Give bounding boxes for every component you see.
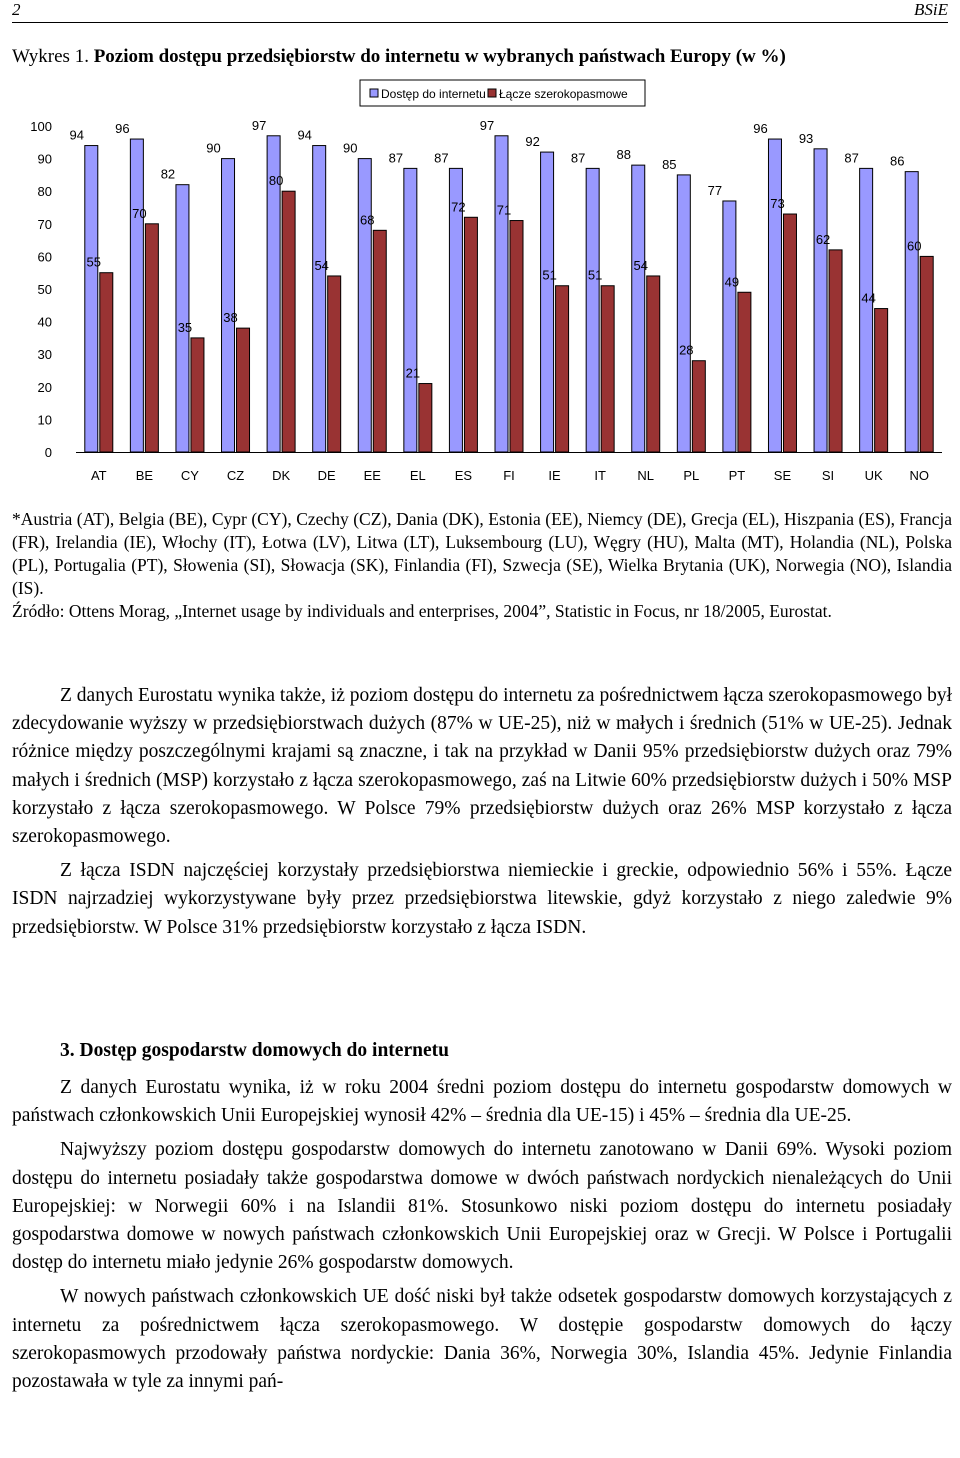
abbreviations-note: *Austria (AT), Belgia (BE), Cypr (CY), Czechy (CZ), Dania (DK), Estonia (EE), Niemcy (DE), Grecja (EL), Hiszpania (ES), Francja (FR), Irelandia (IE), Włochy (IT), Łotwa (LV), Litwa (LT), Luksembourg (LU), Węgry (HU), Malta (MT), Holandia (NL), Polska (PL), Portugalia (PT), Słowenia (SI), Słowacja (SK), Finlandia (FI), Szwecja (SE), Wielka Brytania (UK), Norwegia (NO), Islandia (IS). <box>12 509 952 598</box>
x-tick-label: NO <box>909 468 929 483</box>
bar-internet-access <box>85 146 98 452</box>
x-tick-label: PT <box>728 468 746 483</box>
source-note: Źródło: Ottens Morag, „Internet usage by individuals and enterprises, 2004”, Statistic in Focus, nr 18/2005, Eurostat. <box>12 601 832 621</box>
bar-broadband <box>373 230 386 452</box>
data-label: 51 <box>542 267 557 283</box>
bar-internet-access <box>222 159 238 452</box>
x-tick-label: IT <box>594 468 606 483</box>
bar-internet-access <box>905 172 918 452</box>
figure-caption <box>12 46 786 68</box>
x-tick-label: CZ <box>226 468 245 483</box>
data-label: 85 <box>662 156 677 172</box>
data-label: 87 <box>388 150 404 166</box>
paragraph-household-average: Z danych Eurostatu wynika, iż w roku 2004 średni poziom dostępu do internetu gospodarstw domowych w państwach członkowskich Unii Europejskiej wynosił 42% – średnia dla UE-15) i 45% – średnia dla UE-25. <box>12 1077 952 1127</box>
y-tick-label: 60 <box>37 249 52 265</box>
x-tick-label: AT <box>90 468 107 483</box>
legend-label: Dostęp do internetu <box>381 87 486 101</box>
y-tick-label: 0 <box>44 445 52 460</box>
data-label: 54 <box>314 257 329 273</box>
data-label: 90 <box>206 140 221 156</box>
x-tick-label: EE <box>363 468 381 483</box>
bar-internet-access <box>677 175 690 452</box>
bar-broadband <box>783 214 796 452</box>
publisher-mark: BSiE <box>914 0 948 19</box>
legend-swatch <box>370 89 378 97</box>
page-number: 2 <box>12 0 21 19</box>
data-label: 96 <box>753 121 768 137</box>
data-label: 35 <box>177 319 193 335</box>
data-label: 94 <box>69 127 85 143</box>
bar-internet-access <box>541 152 557 452</box>
bar-internet-access <box>723 201 736 452</box>
legend-swatch <box>488 89 496 97</box>
bar-internet-access <box>358 159 371 452</box>
y-tick-label: 50 <box>37 282 52 297</box>
x-tick-label: SE <box>773 468 792 483</box>
bar-internet-access <box>632 165 645 452</box>
y-tick-label: 100 <box>30 119 52 134</box>
data-label: 73 <box>770 196 785 212</box>
bar-broadband <box>191 338 204 452</box>
data-label: 80 <box>268 173 284 189</box>
figure-label: Wykres 1. <box>12 46 89 67</box>
y-tick-label: 20 <box>37 379 52 395</box>
x-tick-label: EL <box>409 468 426 483</box>
bar-broadband <box>100 273 113 452</box>
data-label: 93 <box>798 130 814 146</box>
data-label: 21 <box>405 365 421 381</box>
y-tick-label: 70 <box>37 216 52 232</box>
bar-broadband <box>237 328 250 452</box>
bar-internet-access <box>860 168 876 452</box>
x-tick-label: PL <box>683 468 700 483</box>
bar-broadband <box>556 286 569 452</box>
bar-internet-access <box>586 168 599 452</box>
bar-broadband <box>510 221 523 452</box>
data-label: 82 <box>160 166 176 182</box>
paragraph-isdn: Z łącza ISDN najczęściej korzystały przedsiębiorstwa niemieckie i greckie, odpowiednio 56% i 55%. Łącze ISDN najrzadziej wykorzystywane były przez przedsiębiorstwa litewskie, gdyż korzystało z niego zaledwie 9% przedsiębiorstw. W Polsce 31% przedsiębiorstw korzystało z łącza ISDN. <box>12 860 952 938</box>
bar-broadband <box>282 191 295 452</box>
x-tick-label: FI <box>503 468 515 483</box>
data-label: 87 <box>570 150 586 166</box>
bar-broadband <box>419 384 432 452</box>
figure-title: Poziom dostępu przedsiębiorstw do internetu w wybranych państwach Europy (w %) <box>93 46 786 67</box>
y-tick-label: 90 <box>37 151 52 167</box>
data-label: 44 <box>861 290 876 306</box>
bar-broadband <box>875 309 888 452</box>
x-tick-label: UK <box>864 468 883 483</box>
y-tick-label: 30 <box>37 347 52 363</box>
data-label: 96 <box>115 121 130 137</box>
bar-internet-access <box>404 168 417 452</box>
data-label: 38 <box>223 310 238 326</box>
x-tick-label: IE <box>548 468 561 483</box>
data-label: 54 <box>633 257 648 273</box>
bar-broadband <box>647 276 660 452</box>
section-heading: 3. Dostęp gospodarstw domowych do internetu <box>60 1040 449 1061</box>
data-label: 70 <box>132 205 147 221</box>
body-text-bottom <box>12 1074 952 1396</box>
y-tick-label: 80 <box>37 184 52 200</box>
data-label: 97 <box>479 117 495 133</box>
data-label: 55 <box>86 254 102 270</box>
x-tick-label: DK <box>272 468 291 483</box>
bar-broadband <box>145 224 158 452</box>
bar-broadband <box>692 361 705 452</box>
x-tick-label: NL <box>637 468 655 483</box>
x-tick-label: DE <box>317 468 336 483</box>
x-tick-label: SI <box>821 468 835 483</box>
bar-broadband <box>738 292 751 452</box>
bar-chart <box>0 76 960 496</box>
paragraph-broadband: Z danych Eurostatu wynika także, iż poziom dostępu do internetu za pośrednictwem łącza szerokopasmowego był zdecydowanie wyższy w przedsiębiorstwach dużych (87% w UE-25), niż w małych i średnich (51% w UE-25). Jednak różnice między poszczególnymi krajami są znaczne, i tak na przykład w Danii 95% przedsiębiorstw dużych oraz 79% małych i średnich (MSP) korzystało z łącza szerokopasmowego, zaś na Litwie 60% przedsiębiorstw dużych i 50% MSP korzystało z łącza szerokopasmowego. W Polsce 79% przedsiębiorstw dużych oraz 26% MSP korzystało z łącza szerokopasmowego. <box>12 685 952 848</box>
data-label: 94 <box>297 127 312 143</box>
bar-broadband <box>601 286 614 452</box>
bar-internet-access <box>768 139 781 452</box>
y-tick-label: 10 <box>37 412 52 428</box>
x-tick-label: ES <box>454 468 473 483</box>
data-label: 90 <box>343 140 358 156</box>
data-label: 71 <box>496 202 512 218</box>
bar-broadband <box>829 250 842 452</box>
x-tick-label: BE <box>135 468 154 483</box>
bar-broadband <box>464 217 477 452</box>
data-label: 62 <box>815 231 831 247</box>
data-label: 77 <box>707 182 723 198</box>
bar-internet-access <box>495 136 508 452</box>
data-label: 51 <box>587 267 603 283</box>
page-header <box>12 0 948 23</box>
bar-internet-access <box>313 146 329 452</box>
data-label: 28 <box>679 342 694 358</box>
data-label: 60 <box>906 238 922 254</box>
data-label: 87 <box>434 150 449 166</box>
x-tick-label: CY <box>180 468 199 483</box>
body-text-top <box>12 682 952 942</box>
bar-broadband <box>920 256 933 452</box>
bar-internet-access <box>130 139 143 452</box>
data-label: 86 <box>889 153 905 169</box>
data-label: 97 <box>251 117 267 133</box>
bar-internet-access <box>176 185 189 452</box>
data-label: 92 <box>525 134 540 150</box>
bar-internet-access <box>814 149 827 452</box>
paragraph-household-highest: Najwyższy poziom dostępu gospodarstw domowych do internetu zanotowano w Danii 69%. Wysoki poziom dostępu do internetu posiadały także gospodarstwa domowe w dwóch państwach nordyckich nienależących do Unii Europejskiej: w Norwegii 60% i na Islandii 81%. Stosunkowo niski poziom dostępu do internetu posiadały gospodarstwa domowe w nowych państwach członkowskich Unii Europejskiej oraz w Grecji. W Polsce i Portugalii dostęp do internetu miało jedynie 26% gospodarstw domowych. <box>12 1139 952 1274</box>
data-label: 87 <box>844 150 859 166</box>
bar-broadband <box>328 276 341 452</box>
paragraph-household-broadband: W nowych państwach członkowskich UE dość niski był także odsetek gospodarstw domowych korzystających z internetu za pośrednictwem łącza szerokopasmowego. W dostępie gospodarstw domowych do łączy szerokopasmowych przodowały państwa nordyckie: Dania 36%, Norwegia 30%, Islandia 45%. Jedynie Finlandia pozostawała w tyle za innymi pań- <box>12 1286 952 1393</box>
data-label: 68 <box>360 212 375 228</box>
data-label: 72 <box>451 199 466 215</box>
data-label: 88 <box>616 147 631 163</box>
y-tick-label: 40 <box>37 314 52 330</box>
legend-label: Łącze szerokopasmowe <box>499 87 628 101</box>
data-label: 49 <box>724 274 740 290</box>
